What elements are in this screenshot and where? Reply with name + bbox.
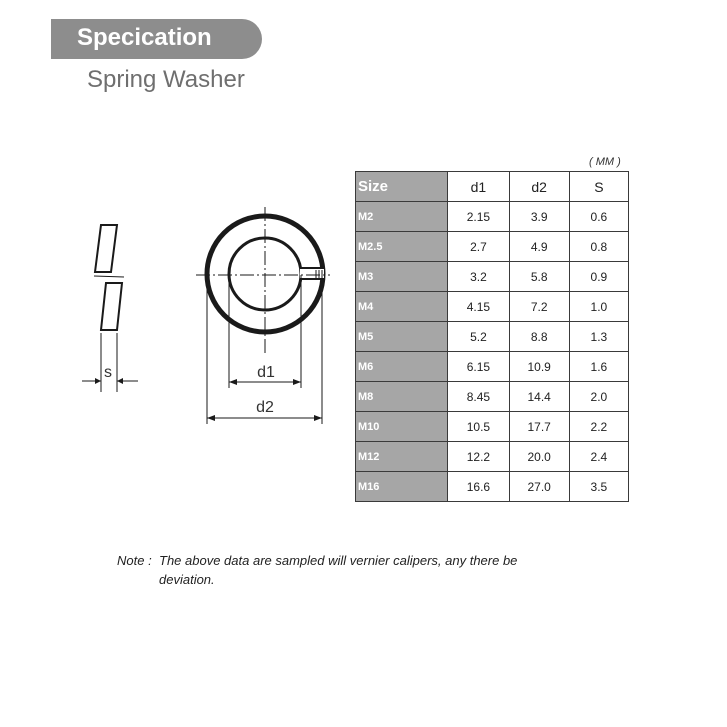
size-cell: M8 [356, 382, 448, 412]
d2-cell: 20.0 [509, 442, 569, 472]
note-line-1: The above data are sampled will vernier calipers, any there be [159, 553, 518, 568]
unit-label: ( MM ) [589, 156, 621, 168]
table-header-row [356, 172, 629, 202]
table-row [356, 292, 629, 322]
table-row [356, 382, 629, 412]
note-line-2: deviation. [159, 572, 215, 587]
spec-table [355, 171, 629, 502]
d1-cell: 16.6 [448, 472, 509, 502]
size-cell: M2 [356, 202, 448, 232]
dimension-label-s: s [104, 364, 112, 381]
size-cell: M5 [356, 322, 448, 352]
table-row [356, 322, 629, 352]
page-title: Specication [77, 24, 212, 51]
size-cell: M6 [356, 352, 448, 382]
s-cell: 1.6 [569, 352, 628, 382]
s-cell: 1.3 [569, 322, 628, 352]
d2-cell: 10.9 [509, 352, 569, 382]
d1-cell: 10.5 [448, 412, 509, 442]
d1-cell: 8.45 [448, 382, 509, 412]
table-row [356, 442, 629, 472]
column-header-d1: d1 [448, 172, 509, 202]
s-cell: 2.2 [569, 412, 628, 442]
size-cell: M2.5 [356, 232, 448, 262]
table-row [356, 232, 629, 262]
washer-front-view [196, 207, 330, 424]
size-cell: M4 [356, 292, 448, 322]
d2-cell: 7.2 [509, 292, 569, 322]
table-row [356, 202, 629, 232]
page-subtitle: Spring Washer [87, 66, 245, 93]
d2-cell: 8.8 [509, 322, 569, 352]
d1-cell: 2.7 [448, 232, 509, 262]
s-cell: 2.4 [569, 442, 628, 472]
s-cell: 2.0 [569, 382, 628, 412]
column-header-size: Size [356, 172, 448, 202]
table-row [356, 262, 629, 292]
d1-cell: 3.2 [448, 262, 509, 292]
s-cell: 0.6 [569, 202, 628, 232]
table-row [356, 472, 629, 502]
d2-cell: 17.7 [509, 412, 569, 442]
d1-cell: 12.2 [448, 442, 509, 472]
dimension-label-d2: d2 [256, 399, 274, 416]
d2-cell: 4.9 [509, 232, 569, 262]
size-cell: M16 [356, 472, 448, 502]
column-header-d2: d2 [509, 172, 569, 202]
footnote [117, 551, 517, 589]
size-cell: M3 [356, 262, 448, 292]
s-cell: 3.5 [569, 472, 628, 502]
d1-cell: 6.15 [448, 352, 509, 382]
note-label: Note : [117, 553, 152, 568]
dimension-label-d1: d1 [257, 364, 275, 381]
s-cell: 1.0 [569, 292, 628, 322]
table-row [356, 412, 629, 442]
size-cell: M10 [356, 412, 448, 442]
s-cell: 0.9 [569, 262, 628, 292]
d2-cell: 5.8 [509, 262, 569, 292]
s-cell: 0.8 [569, 232, 628, 262]
d1-cell: 5.2 [448, 322, 509, 352]
d2-cell: 27.0 [509, 472, 569, 502]
table-row [356, 352, 629, 382]
size-cell: M12 [356, 442, 448, 472]
d2-cell: 3.9 [509, 202, 569, 232]
column-header-s: S [569, 172, 628, 202]
d1-cell: 2.15 [448, 202, 509, 232]
d1-cell: 4.15 [448, 292, 509, 322]
d2-cell: 14.4 [509, 382, 569, 412]
